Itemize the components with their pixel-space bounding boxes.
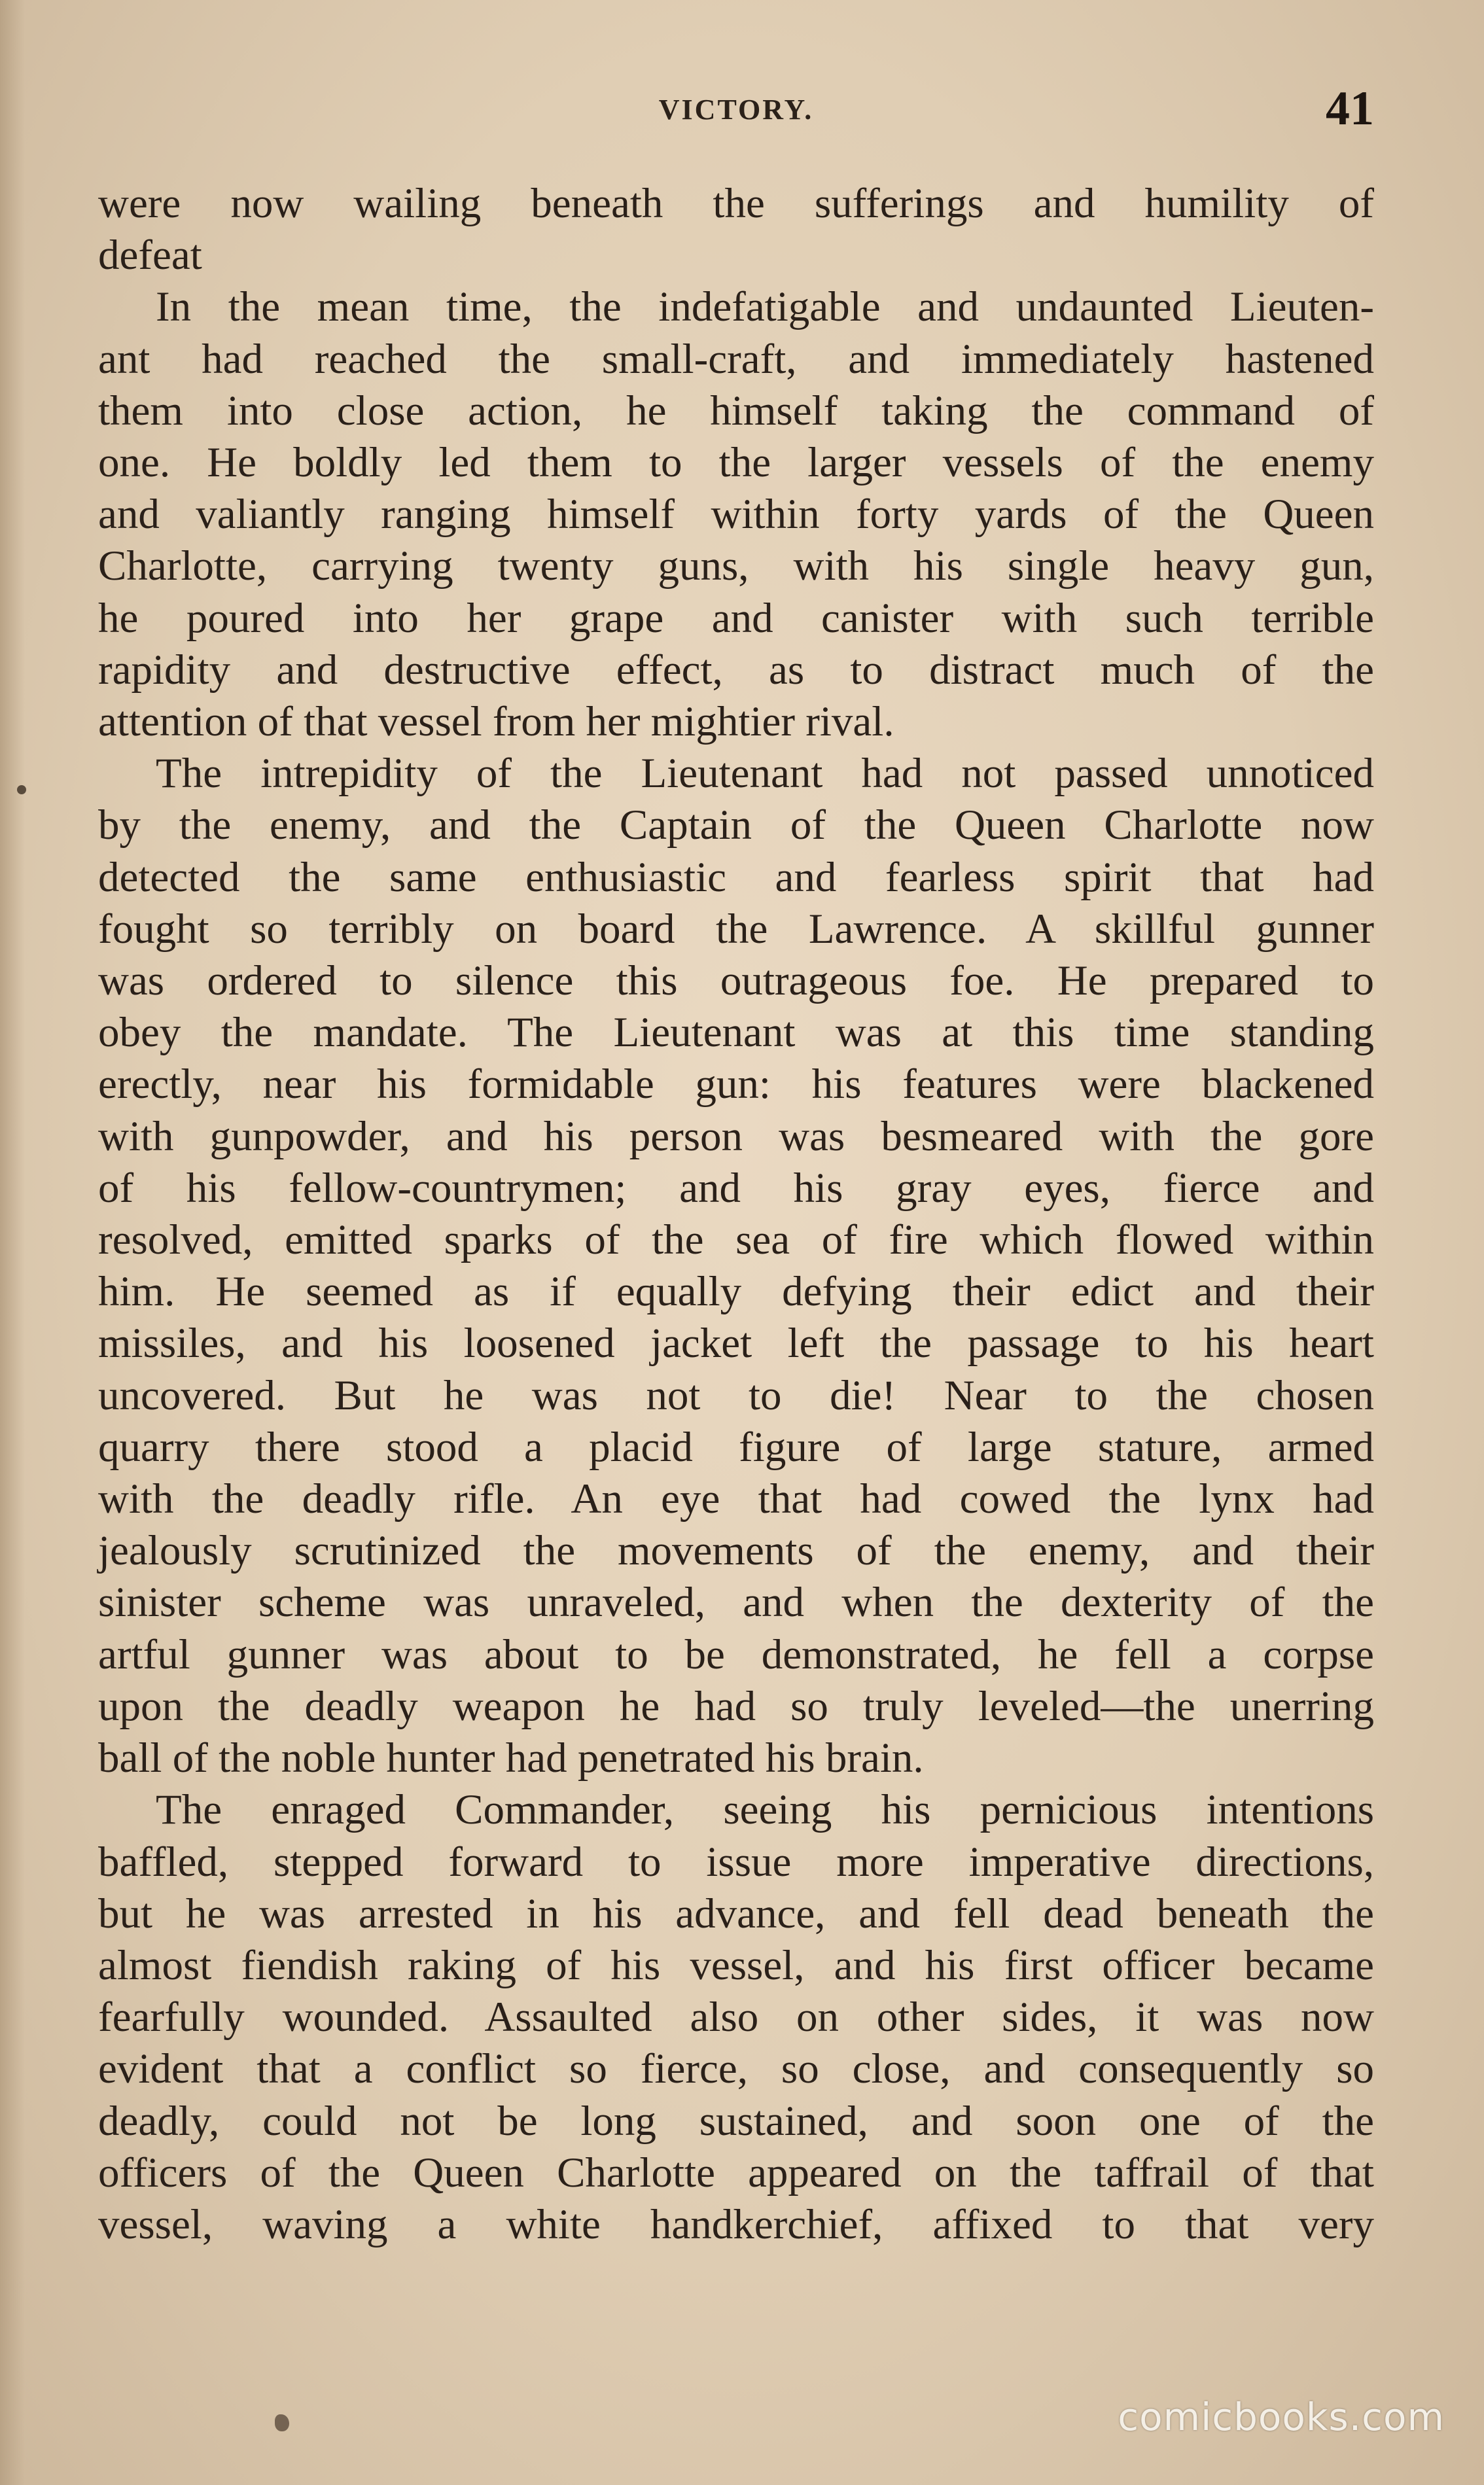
- text-line: In the mean time, the indefatigable and undaunted Lieuten-: [156, 283, 1374, 331]
- text-line: with gunpowder, and his person was besmeared with the gore: [98, 1112, 1374, 1160]
- text-line: officers of the Queen Charlotte appeared on the taffrail of that: [98, 2149, 1374, 2196]
- body-text: [98, 178, 1374, 2251]
- text-line: jealously scrutinized the movements of the enemy, and their: [98, 1527, 1374, 1575]
- text-line: with the deadly rifle. An eye that had cowed the lynx had: [98, 1475, 1374, 1523]
- page-shadow-edge: [0, 0, 25, 2485]
- page-number: 41: [1326, 82, 1374, 135]
- text-line: he poured into her grape and canister with such terrible: [98, 594, 1374, 642]
- text-line: of his fellow-countrymen; and his gray eyes, fierce and: [98, 1164, 1374, 1212]
- text-line: Charlotte, carrying twenty guns, with his single heavy gun,: [98, 542, 1374, 590]
- text-line: evident that a conflict so fierce, so close, and consequently so: [98, 2045, 1374, 2093]
- ink-smudge: [275, 2414, 289, 2431]
- text-line: upon the deadly weapon he had so truly leveled—the unerring: [98, 1682, 1374, 1730]
- text-line: missiles, and his loosened jacket left the passage to his heart: [98, 1320, 1374, 1367]
- text-line: rapidity and destructive effect, as to distract much of the: [98, 646, 1374, 694]
- text-line: The intrepidity of the Lieutenant had not passed unnoticed: [156, 750, 1374, 798]
- text-line: ball of the noble hunter had penetrated his brain.: [98, 1735, 924, 1782]
- margin-ink-dot: [17, 785, 26, 794]
- text-line: but he was arrested in his advance, and fell dead beneath the: [98, 1890, 1374, 1937]
- text-line: artful gunner was about to be demonstrated, he fell a corpse: [98, 1630, 1374, 1678]
- text-line: defeat: [98, 232, 202, 279]
- text-line: were now wailing beneath the sufferings and humility of: [98, 180, 1374, 227]
- text-line: obey the mandate. The Lieutenant was at this time standing: [98, 1009, 1374, 1057]
- text-line: one. He boldly led them to the larger vessels of the enemy: [98, 439, 1374, 487]
- text-line: and valiantly ranging himself within forty yards of the Queen: [98, 491, 1374, 538]
- text-line: him. He seemed as if equally defying their edict and their: [98, 1268, 1374, 1316]
- text-line: erectly, near his formidable gun: his features were blackened: [98, 1061, 1374, 1108]
- running-head: VICTORY.: [658, 94, 814, 126]
- text-line: them into close action, he himself taking the command of: [98, 387, 1374, 434]
- text-line: vessel, waving a white handkerchief, affixed to that very: [98, 2200, 1374, 2248]
- text-line: almost fiendish raking of his vessel, and his first officer became: [98, 1941, 1374, 1989]
- text-line: attention of that vessel from her mightier rival.: [98, 698, 894, 746]
- text-line: by the enemy, and the Captain of the Queen Charlotte now: [98, 802, 1374, 849]
- text-line: sinister scheme was unraveled, and when the dexterity of the: [98, 1579, 1374, 1627]
- watermark: comicbooks.com: [1118, 2395, 1445, 2439]
- text-line: was ordered to silence this outrageous foe. He prepared to: [98, 957, 1374, 1005]
- text-line: uncovered. But he was not to die! Near to the chosen: [98, 1371, 1374, 1419]
- page-header: [98, 77, 1374, 149]
- text-line: The enraged Commander, seeing his pernicious intentions: [156, 1786, 1374, 1834]
- text-line: ant had reached the small-craft, and immediately hastened: [98, 335, 1374, 383]
- text-line: deadly, could not be long sustained, and soon one of the: [98, 2097, 1374, 2145]
- text-line: quarry there stood a placid figure of large stature, armed: [98, 1423, 1374, 1471]
- text-line: detected the same enthusiastic and fearless spirit that had: [98, 853, 1374, 901]
- text-line: fearfully wounded. Assaulted also on other sides, it was now: [98, 1994, 1374, 2041]
- text-line: resolved, emitted sparks of the sea of fire which flowed within: [98, 1216, 1374, 1264]
- text-line: fought so terribly on board the Lawrence. A skillful gunner: [98, 905, 1374, 953]
- text-line: baffled, stepped forward to issue more imperative directions,: [98, 1838, 1374, 1886]
